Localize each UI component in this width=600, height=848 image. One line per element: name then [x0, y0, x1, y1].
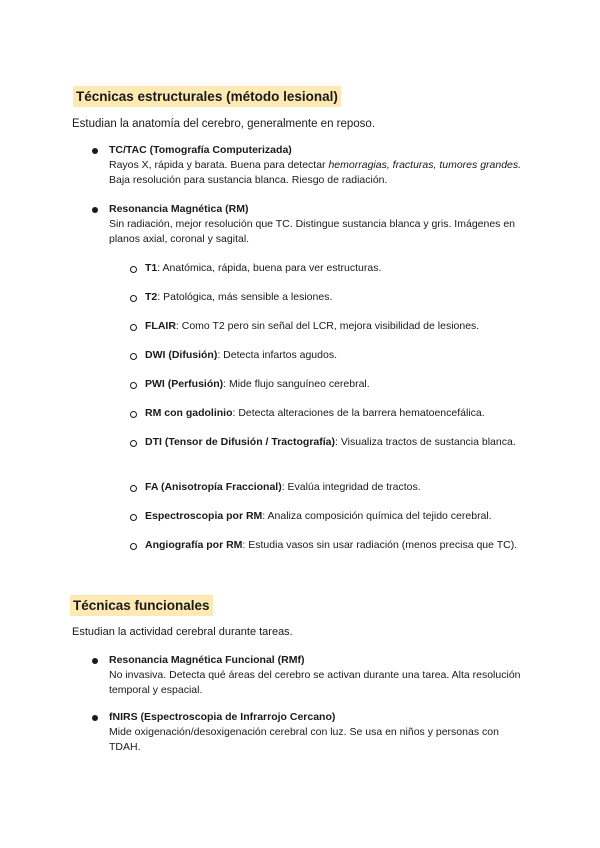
item-title: fNIRS (Espectroscopia de Infrarrojo Cercano) [109, 711, 336, 723]
sub-item-angiografia: Angiografía por RM: Estudia vasos sin usar radiación (menos precisa que TC). [145, 539, 518, 551]
sub-bullet-icon [130, 266, 137, 273]
sub-bullet-icon [130, 411, 137, 418]
item-title: Resonancia Magnética Funcional (RMf) [109, 654, 305, 666]
sub-bullet-icon [130, 382, 137, 389]
section-intro-structural: Estudian la anatomía del cerebro, generalmente en reposo. [72, 118, 376, 130]
sub-item-espectroscopia: Espectroscopia por RM: Analiza composición química del tejido cerebral. [145, 510, 492, 522]
bullet-icon [92, 148, 98, 154]
item-description: No invasiva. Detecta qué áreas del cerebro se activan durante una tarea. Alta resolución temporal y espacial. [109, 669, 521, 696]
list-item-fnirs [109, 710, 529, 755]
sub-bullet-icon [130, 485, 137, 492]
bullet-icon [92, 715, 98, 721]
sub-item-t1: T1: Anatómica, rápida, buena para ver estructuras. [145, 262, 382, 274]
sub-item-fa: FA (Anisotropía Fraccional): Evalúa integridad de tractos. [145, 481, 421, 493]
item-title: Resonancia Magnética (RM) [109, 203, 249, 215]
list-item-rmf [109, 653, 529, 698]
list-item-tc [109, 143, 529, 188]
bullet-icon [92, 207, 98, 213]
item-title: TC/TAC (Tomografía Computerizada) [109, 144, 292, 156]
sub-item-gadolinio: RM con gadolinio: Detecta alteraciones de la barrera hematoencefálica. [145, 407, 485, 419]
sub-item-dti: DTI (Tensor de Difusión / Tractografía): Visualiza tractos de sustancia blanca. [145, 436, 516, 448]
sub-bullet-icon [130, 295, 137, 302]
section-heading-structural: Técnicas estructurales (método lesional) [73, 86, 341, 107]
sub-bullet-icon [130, 324, 137, 331]
item-description: Mide oxigenación/desoxigenación cerebral con luz. Se usa en niños y personas con TDAH. [109, 726, 499, 753]
sub-bullet-icon [130, 543, 137, 550]
sub-item-dwi: DWI (Difusión): Detecta infartos agudos. [145, 349, 337, 361]
item-description: Sin radiación, mejor resolución que TC. Distingue sustancia blanca y gris. Imágenes en planos axial, coronal y sagital. [109, 218, 516, 245]
sub-item-t2: T2: Patológica, más sensible a lesiones. [145, 291, 333, 303]
section-intro-functional: Estudian la actividad cerebral durante tareas. [72, 626, 293, 638]
sub-item-pwi: PWI (Perfusión): Mide flujo sanguíneo cerebral. [145, 378, 370, 390]
sub-bullet-icon [130, 353, 137, 360]
sub-bullet-icon [130, 514, 137, 521]
bullet-icon [92, 658, 98, 664]
section-heading-functional: Técnicas funcionales [70, 595, 213, 616]
list-item-rm [109, 202, 529, 247]
item-description: Rayos X, rápida y barata. Buena para detectar hemorragias, fracturas, tumores grandes. Baja resolución para sustancia blanca. Riesgo de radiación. [109, 159, 522, 186]
sub-bullet-icon [130, 440, 137, 447]
sub-item-flair: FLAIR: Como T2 pero sin señal del LCR, mejora visibilidad de lesiones. [145, 320, 480, 332]
